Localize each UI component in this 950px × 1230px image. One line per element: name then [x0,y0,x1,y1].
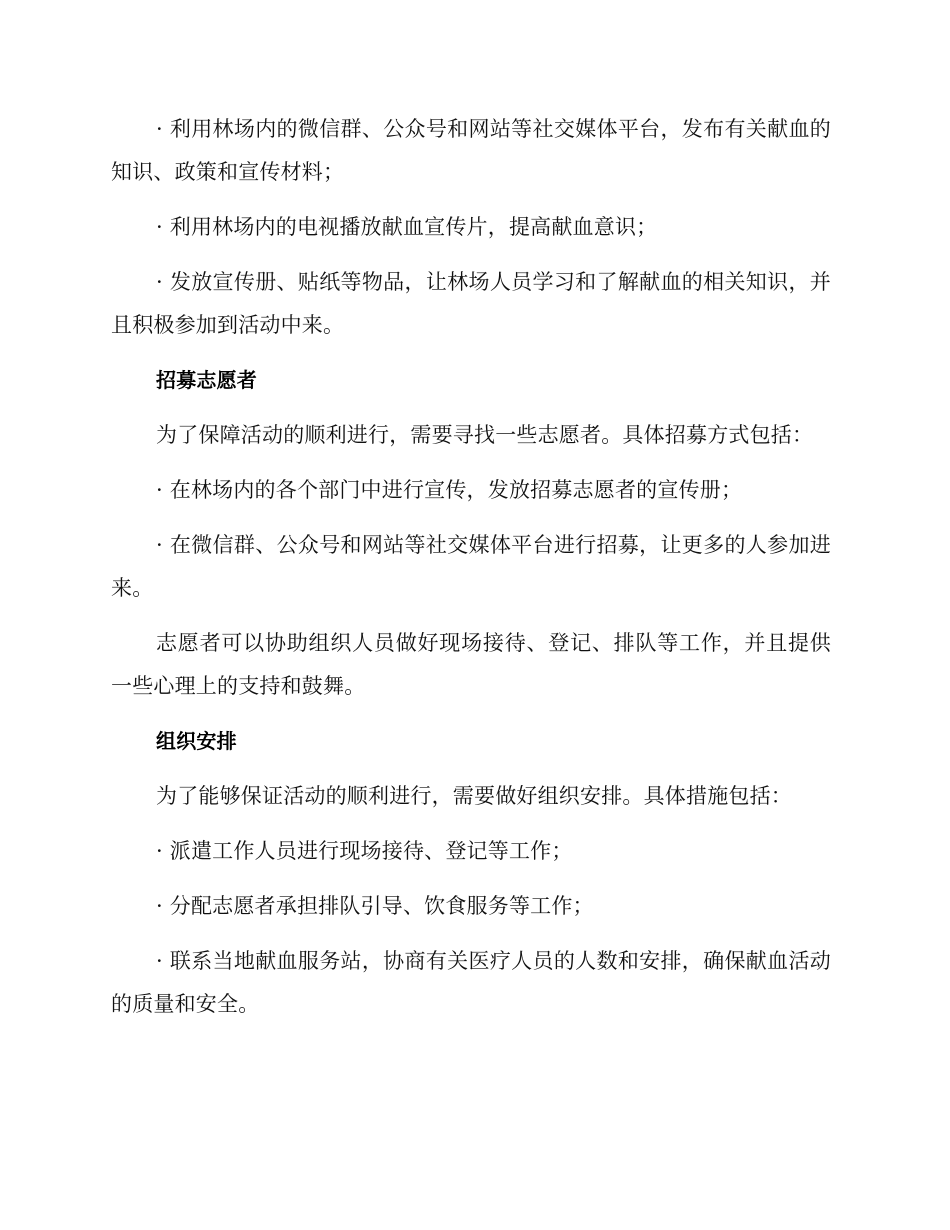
bullet-paragraph: · 在林场内的各个部门中进行宣传，发放招募志愿者的宣传册； [156,478,743,502]
bullet-paragraph: · 利用林场内的电视播放献血宣传片，提高献血意识； [156,215,658,239]
bullet-paragraph: · 发放宣传册、贴纸等物品，让林场人员学习和了解献血的相关知识，并且积极参加到活动中来。 [111,270,831,337]
bullet-paragraph: · 联系当地献血服务站，协商有关医疗人员的人数和安排，确保献血活动的质量和安全。 [111,949,831,1016]
body-paragraph: 为了能够保证活动的顺利进行，需要做好组织安排。具体措施包括： [156,784,792,808]
body-paragraph: 志愿者可以协助组织人员做好现场接待、登记、排队等工作，并且提供一些心理上的支持和鼓舞。 [111,631,831,698]
bullet-paragraph: · 派遣工作人员进行现场接待、登记等工作； [156,839,573,863]
body-paragraph: 为了保障活动的顺利进行，需要寻找一些志愿者。具体招募方式包括： [156,423,814,447]
bullet-paragraph: · 分配志愿者承担排队引导、饮食服务等工作； [156,894,594,918]
bullet-paragraph: · 利用林场内的微信群、公众号和网站等社交媒体平台，发布有关献血的知识、政策和宣传材料； [111,117,831,184]
bullet-paragraph: · 在微信群、公众号和网站等社交媒体平台进行招募，让更多的人参加进来。 [111,533,831,600]
document-body [111,108,831,1038]
section-heading-organization: 组织安排 [156,729,237,753]
section-heading-volunteers: 招募志愿者 [156,368,257,392]
